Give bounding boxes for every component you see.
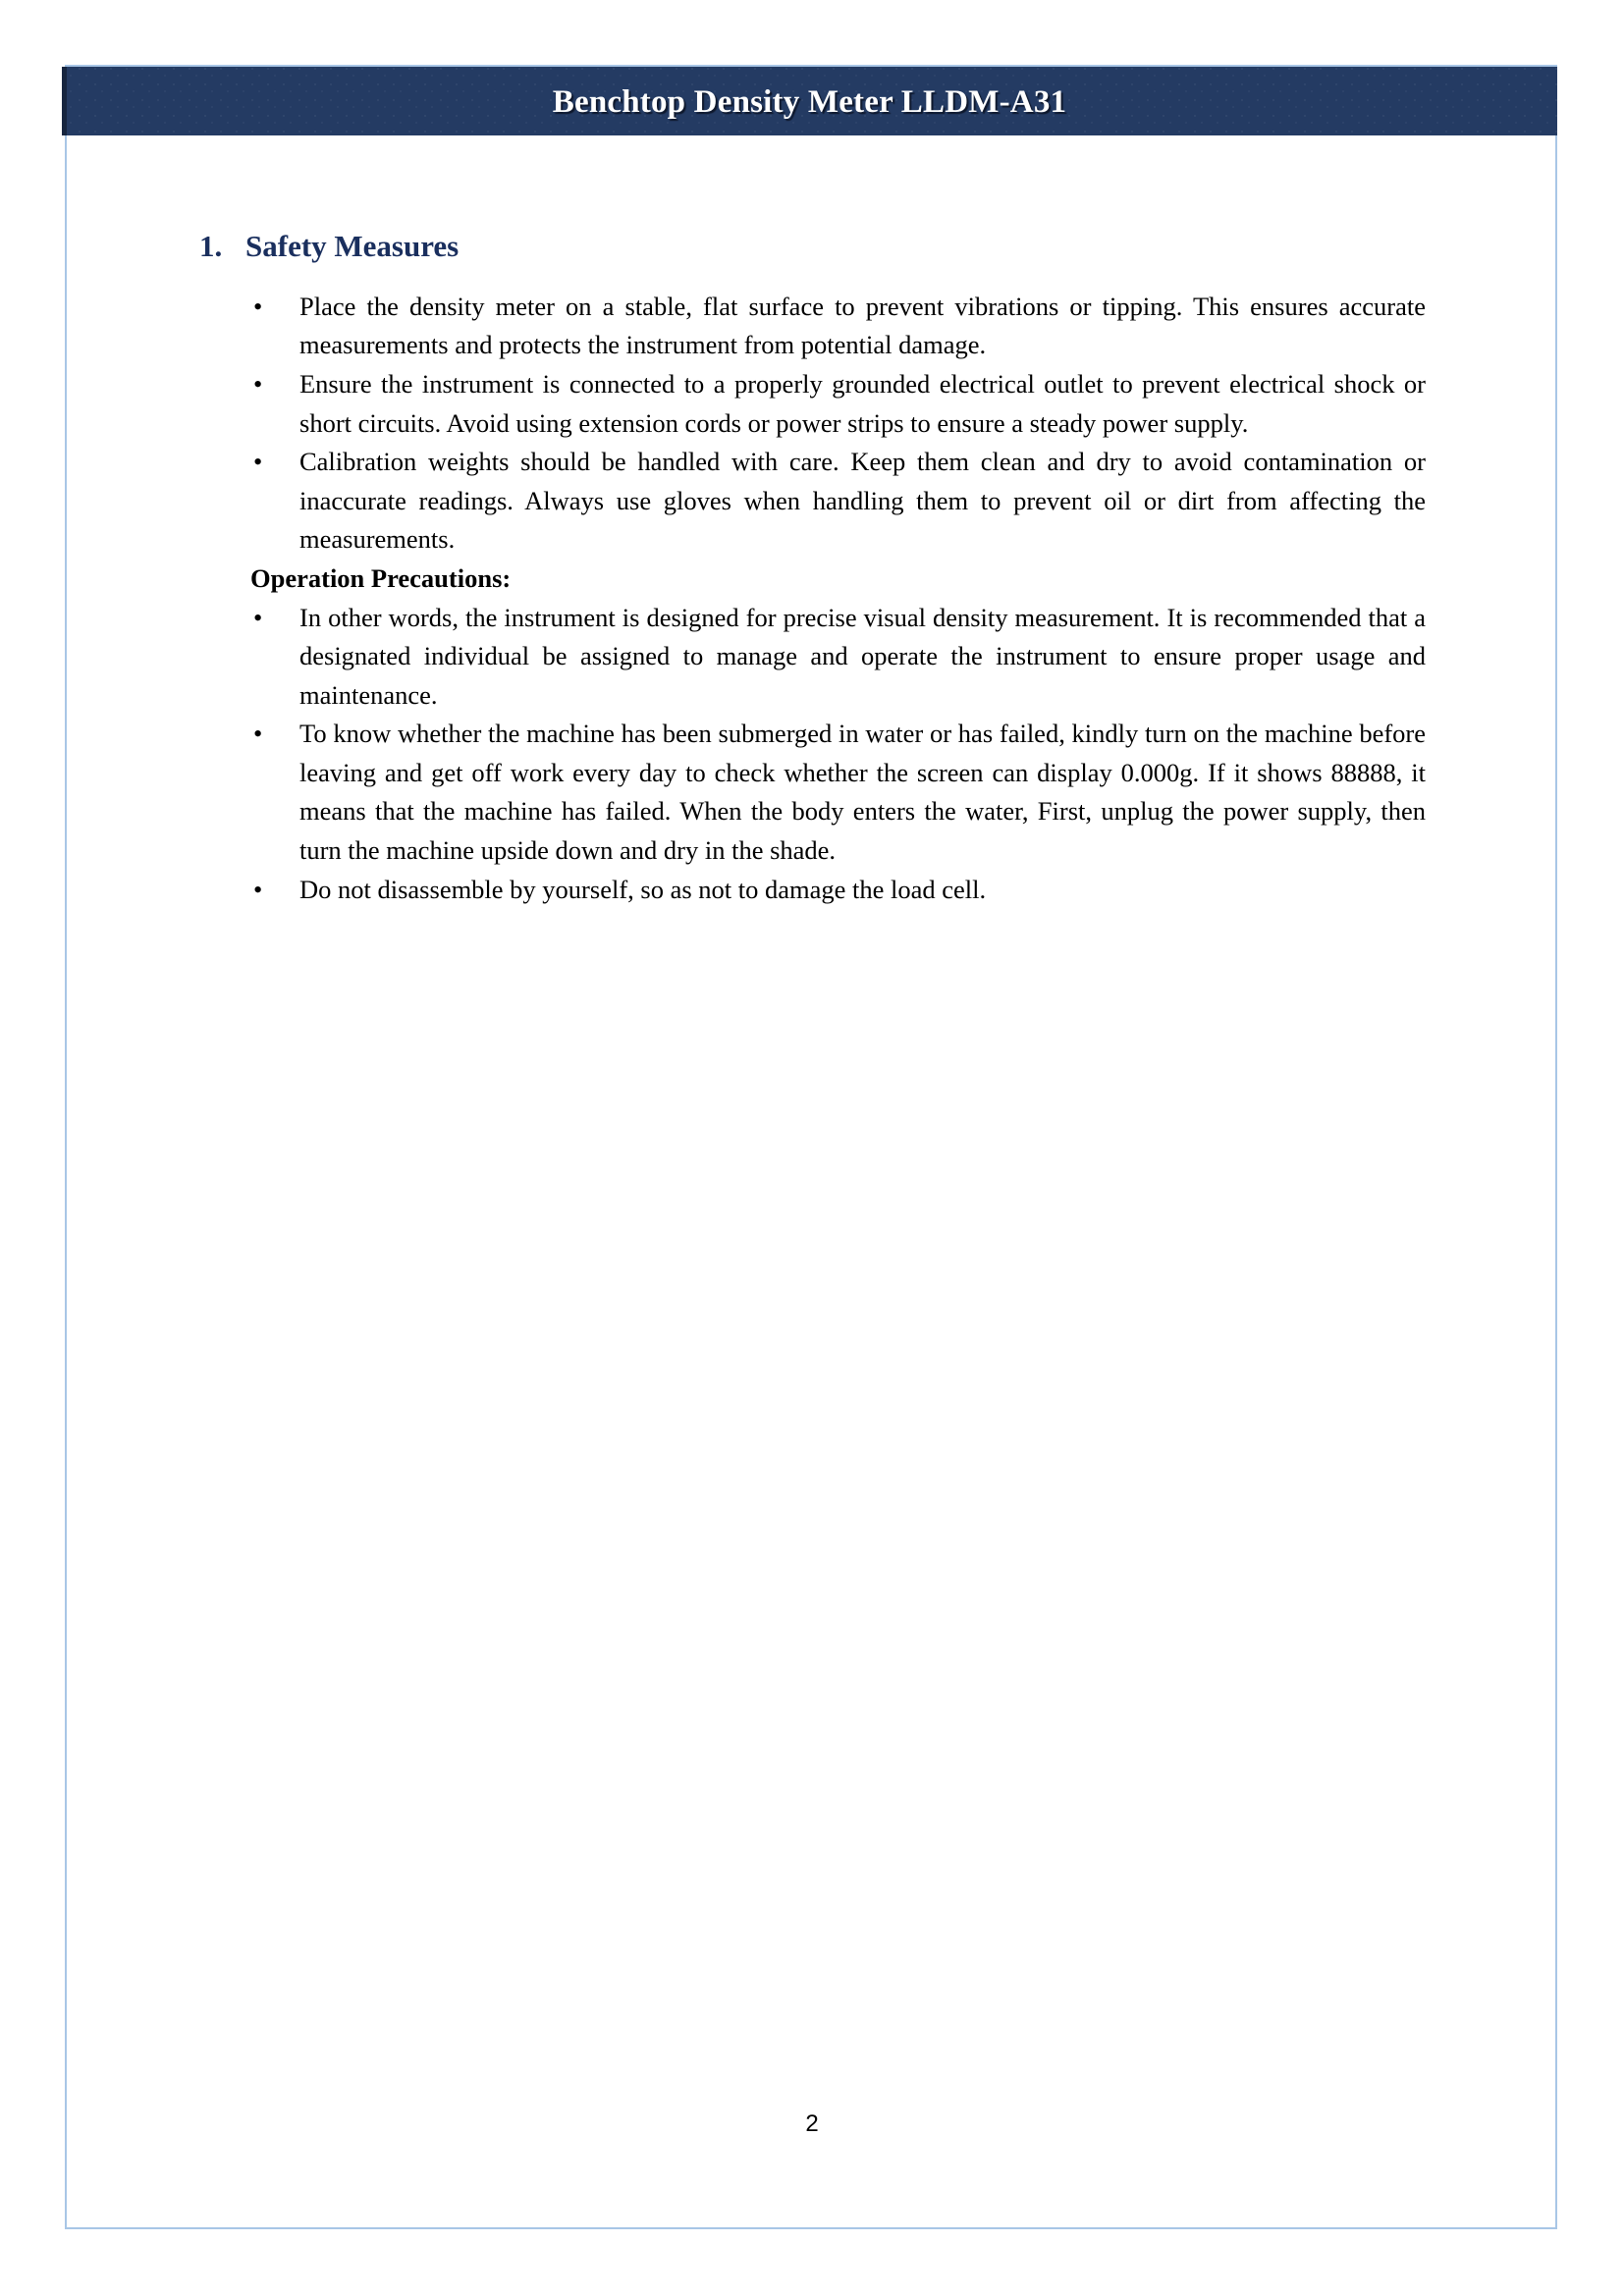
safety-measures-list bbox=[0, 288, 1624, 560]
list-item bbox=[0, 288, 1624, 365]
list-item-text: Do not disassemble by yourself, so as not to damage the load cell. bbox=[299, 874, 987, 904]
section-heading-safety-measures bbox=[0, 228, 1624, 266]
list-item bbox=[0, 599, 1624, 716]
list-item-text: In other words, the instrument is designed for precise visual density measurement. It is recommended that a designated individual be assigned to manage and operate the instrument to ensure proper usage and maintenance. bbox=[299, 602, 1426, 710]
bullet-icon: • bbox=[253, 291, 263, 321]
bullet-icon: • bbox=[253, 368, 263, 399]
list-item bbox=[0, 715, 1624, 870]
bullet-icon: • bbox=[253, 447, 263, 477]
document-header-banner bbox=[62, 67, 1557, 135]
document-body bbox=[0, 228, 1624, 909]
bullet-icon: • bbox=[253, 874, 263, 904]
list-item bbox=[0, 871, 1624, 910]
section-number: 1. bbox=[199, 229, 223, 263]
list-item-text: Place the density meter on a stable, flat surface to prevent vibrations or tipping. This ensures accurate measurements and protects the instrument from potential damage. bbox=[299, 291, 1426, 360]
bullet-icon: • bbox=[253, 719, 263, 749]
document-title: Benchtop Density Meter LLDM-A31 bbox=[552, 83, 1067, 120]
operation-precautions-heading: Operation Precautions: bbox=[250, 562, 512, 593]
bullet-icon: • bbox=[253, 602, 263, 632]
list-item-text: Calibration weights should be handled with care. Keep them clean and dry to avoid contamination or inaccurate readings. Always use gloves when handling them to prevent oil or dirt from affecting the measurements. bbox=[299, 447, 1426, 555]
list-item-text: Ensure the instrument is connected to a properly grounded electrical outlet to prevent electrical shock or short circuits. Avoid using extension cords or power strips to ensure a steady power supply. bbox=[299, 368, 1426, 438]
list-item-text: To know whether the machine has been submerged in water or has failed, kindly turn on the machine before leaving and get off work every day to check whether the screen can display 0.000g. If it shows 88888, it means that the machine has failed. When the body enters the water, First, unplug the power supply, then turn the machine upside down and dry in the shade. bbox=[299, 719, 1426, 866]
list-item bbox=[0, 365, 1624, 443]
section-title: Safety Measures bbox=[245, 229, 460, 263]
list-item bbox=[0, 443, 1624, 560]
operation-precautions-list bbox=[0, 599, 1624, 910]
page-number: 2 bbox=[805, 2110, 819, 2137]
